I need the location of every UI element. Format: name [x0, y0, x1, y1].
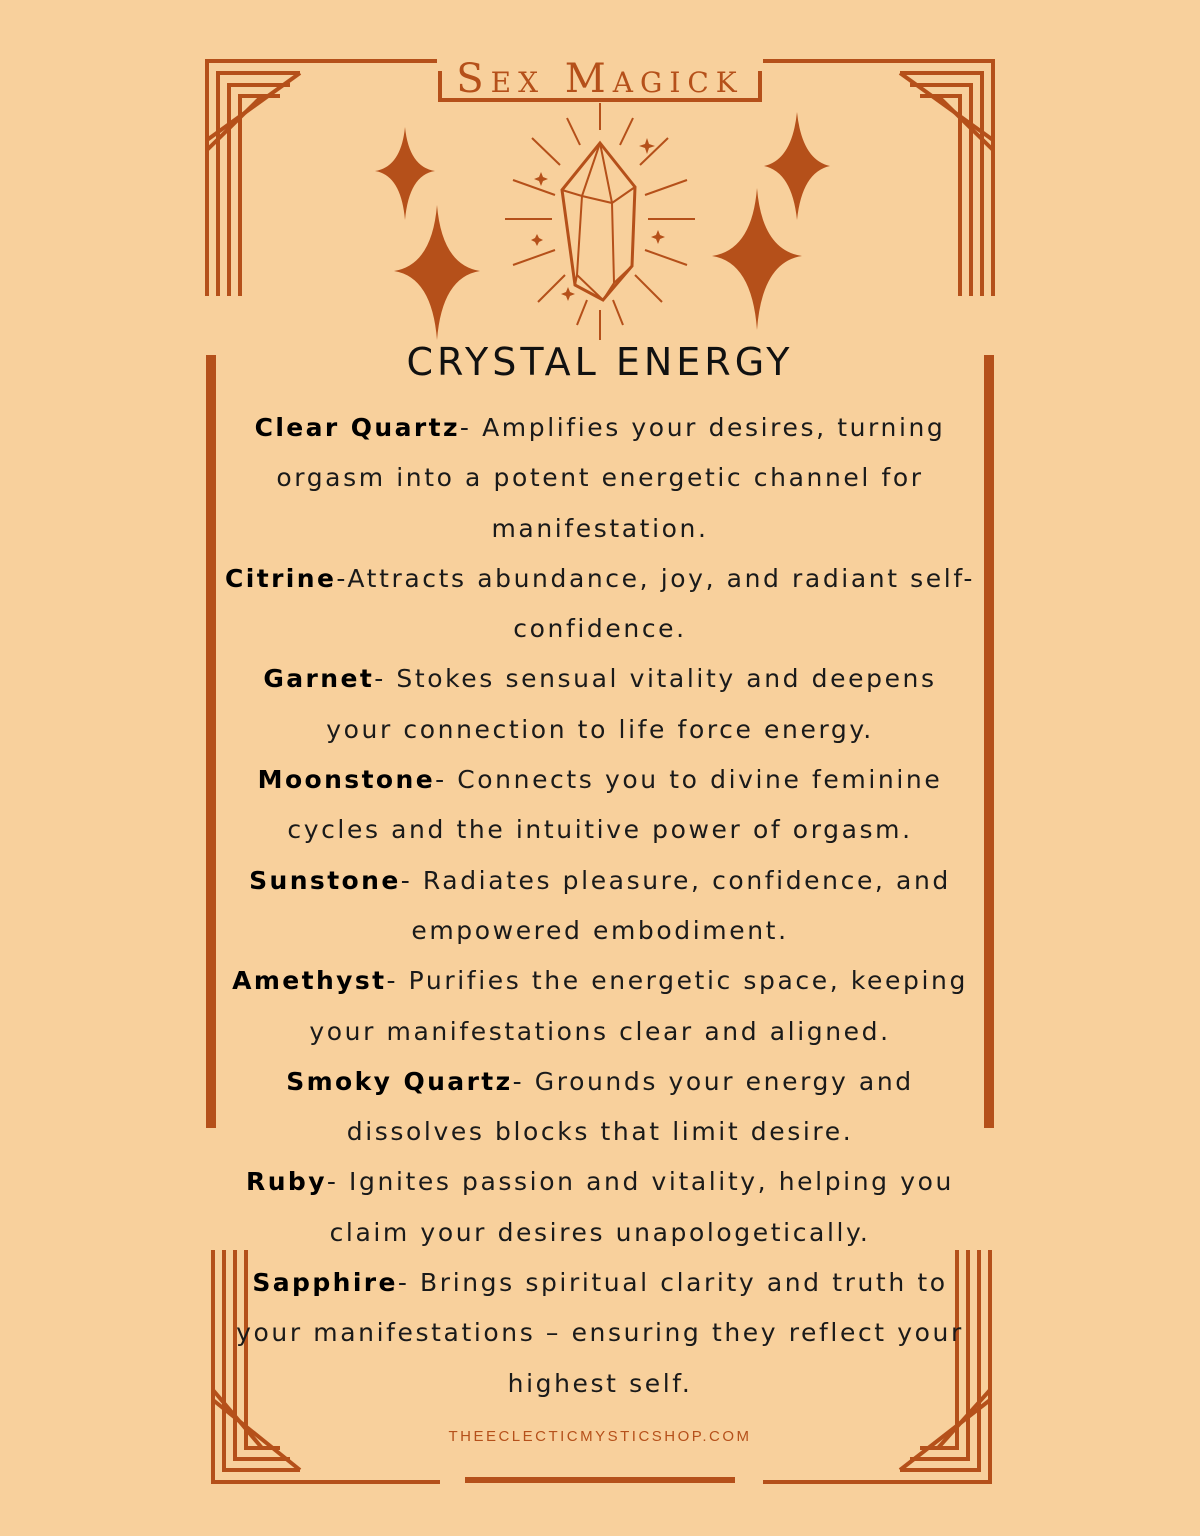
crystal-name: Ruby: [246, 1167, 327, 1197]
crystal-name: Garnet: [263, 664, 375, 694]
crystal-name: Sunstone: [249, 865, 401, 895]
list-item-smoky-quartz: [225, 1057, 975, 1158]
right-side-bar: [984, 355, 994, 1128]
list-item-moonstone: [225, 755, 975, 856]
left-side-bar: [206, 355, 216, 1128]
list-item-ruby: [225, 1157, 975, 1258]
list-item-amethyst: [225, 956, 975, 1057]
crystal-list: [225, 403, 975, 1409]
brand-title: Sex Magick: [456, 56, 744, 102]
list-item-sapphire: [225, 1258, 975, 1409]
crystal-description: - Stokes sensual vitality and deepens your connection to life force energy.: [326, 664, 937, 744]
crystal-description: - Amplifies your desires, turning orgasm into a potent energetic channel for manifestation.: [276, 413, 946, 543]
crystal-name: Moonstone: [257, 765, 436, 795]
crystal-description: -Attracts abundance, joy, and radiant self-confidence.: [336, 563, 975, 644]
list-item-garnet: [225, 654, 975, 755]
crystal-icon: [505, 103, 695, 340]
crystal-description: - Purifies the energetic space, keeping your manifestations clear and aligned.: [309, 966, 968, 1046]
page-heading: CRYSTAL ENERGY: [406, 340, 794, 384]
crystal-description: - Radiates pleasure, confidence, and empowered embodiment.: [400, 865, 951, 945]
footer-website-url: THEECLECTICMYSTICSHOP.COM: [448, 1428, 752, 1445]
crystal-description: - Ignites passion and vitality, helping you claim your desires unapologetically.: [326, 1167, 954, 1247]
list-item-clear-quartz: [225, 403, 975, 554]
crystal-name: Amethyst: [232, 966, 387, 996]
crystal-description: - Grounds your energy and dissolves blocks that limit desire.: [346, 1066, 914, 1147]
crystal-name: Sapphire: [252, 1268, 398, 1298]
list-item-citrine: [225, 554, 975, 655]
crystal-name: Clear Quartz: [254, 413, 460, 442]
list-item-sunstone: [225, 856, 975, 957]
crystal-description: - Connects you to divine feminine cycles and the intuitive power of orgasm.: [287, 765, 943, 845]
crystal-name: Smoky Quartz: [286, 1066, 513, 1096]
crystal-description: - Brings spiritual clarity and truth to your manifestations – ensuring they reflect your highest self.: [236, 1268, 964, 1398]
crystal-name: Citrine: [225, 563, 337, 593]
